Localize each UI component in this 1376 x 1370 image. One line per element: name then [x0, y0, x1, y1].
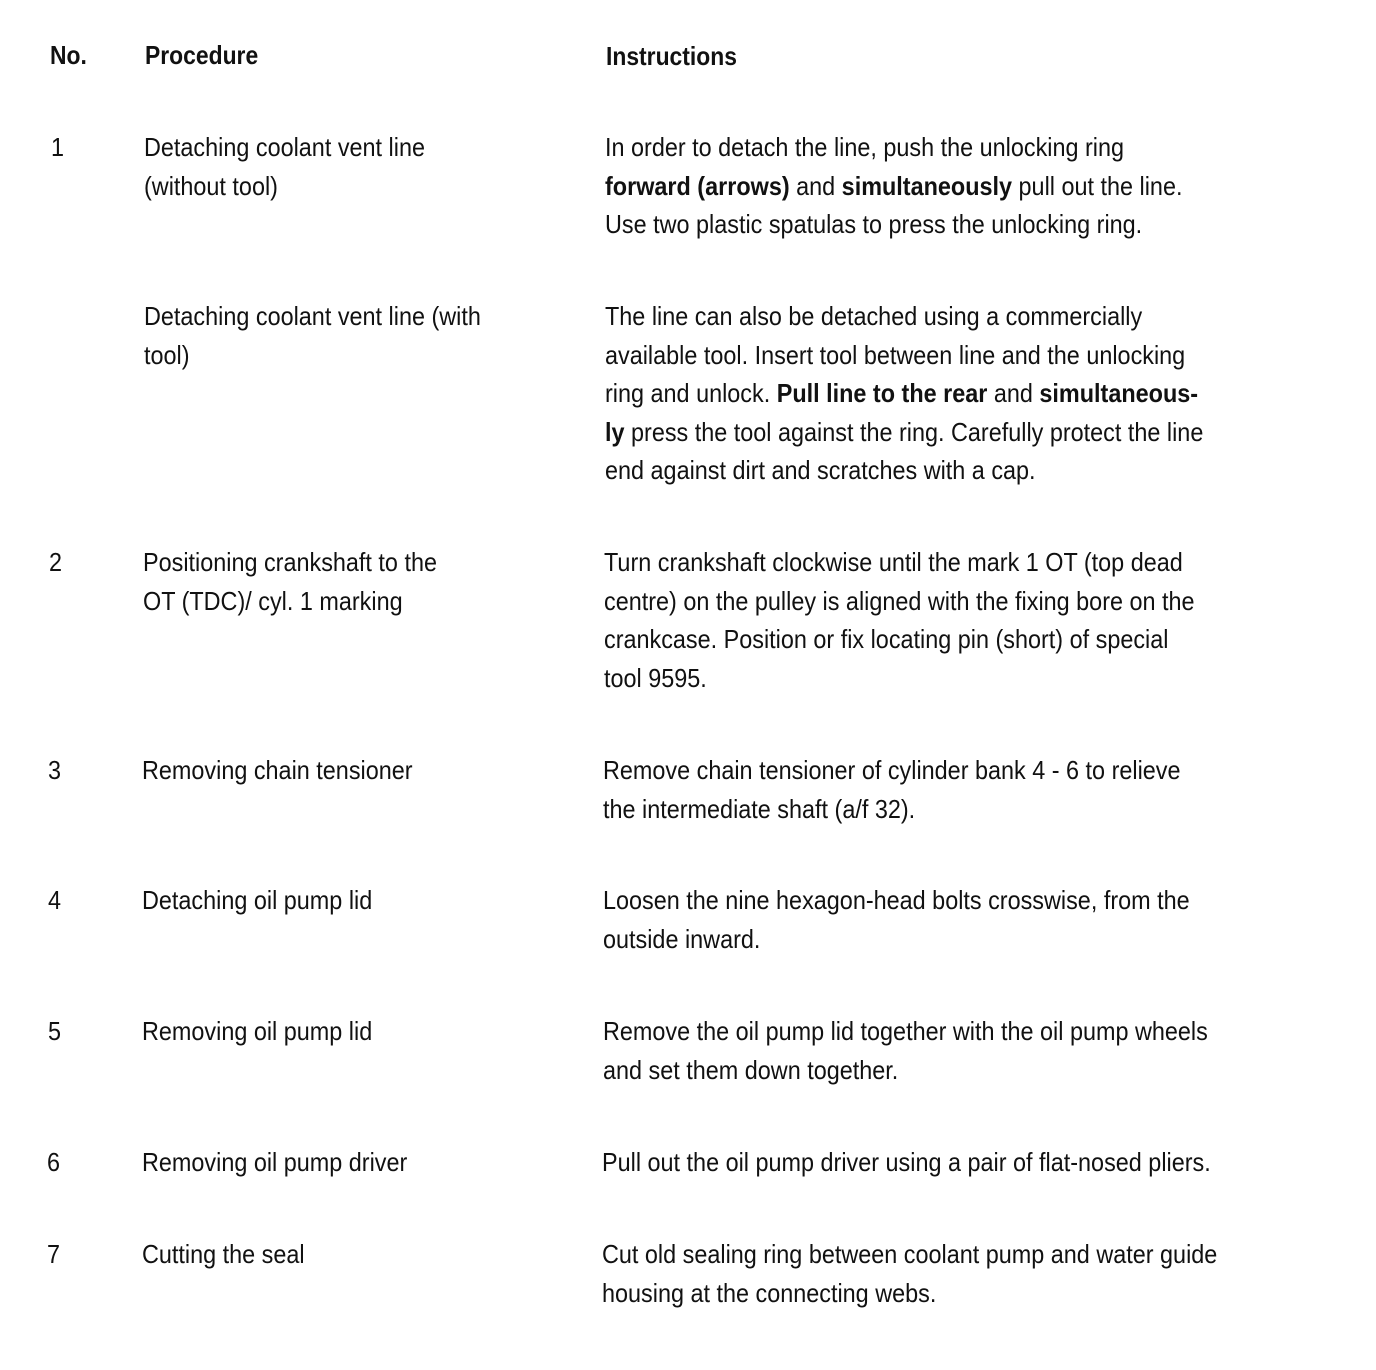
row-4-procedure: Detaching oil pump lid — [142, 885, 373, 915]
row-7-instructions — [602, 1235, 1217, 1312]
instruction-line — [602, 1235, 1217, 1274]
row-4-no: 4 — [48, 885, 62, 915]
row-7-no: 7 — [47, 1239, 61, 1269]
instruction-line — [605, 297, 1203, 336]
row-6-instructions — [602, 1143, 1211, 1182]
text-run: tool 9595. — [604, 662, 707, 693]
text-run: end against dirt and scratches with a cap. — [605, 455, 1036, 485]
text-run: and — [789, 170, 842, 201]
instruction-line — [605, 336, 1203, 375]
row-1b-instructions — [605, 297, 1203, 490]
instruction-line — [603, 751, 1181, 790]
row-1-procedure: Detaching coolant vent line (without tool) — [144, 132, 425, 201]
instruction-line — [605, 205, 1182, 244]
text-run: Cut old sealing ring between coolant pump and water guide — [602, 1239, 1218, 1269]
row-1-no: 1 — [51, 132, 65, 162]
instruction-line — [605, 128, 1182, 167]
header-instructions: Instructions — [606, 41, 737, 71]
text-run: centre) on the pulley is aligned with the fixing bore on the — [604, 585, 1195, 616]
text-run: In order to detach the line, push the unlocking ring — [605, 132, 1125, 162]
instruction-line — [605, 374, 1203, 413]
row-5-no: 5 — [48, 1016, 62, 1046]
bold-text: simultaneously — [841, 170, 1013, 201]
row-3-instructions — [603, 751, 1181, 828]
row-1-instructions — [605, 128, 1182, 244]
text-run: Pull out the oil pump driver using a pair of flat-nosed pliers. — [602, 1147, 1211, 1177]
instruction-line — [602, 1274, 1217, 1313]
row-3-no: 3 — [48, 755, 62, 785]
instruction-line — [603, 1012, 1208, 1051]
instruction-line — [602, 1143, 1211, 1182]
instruction-line — [604, 659, 1195, 698]
text-run: press the tool against the ring. Carefully protect the line — [624, 416, 1204, 447]
row-3-procedure: Removing chain tensioner — [142, 755, 413, 785]
text-run: Remove chain tensioner of cylinder bank 4 - 6 to relieve — [603, 755, 1181, 785]
row-5-instructions — [603, 1012, 1208, 1089]
row-4-instructions — [603, 881, 1190, 958]
instruction-line — [603, 881, 1190, 920]
text-run: Turn crankshaft clockwise until the mark 1 OT (top dead — [604, 547, 1183, 577]
text-run: housing at the connecting webs. — [602, 1277, 937, 1308]
row-6-procedure: Removing oil pump driver — [142, 1147, 408, 1177]
instruction-line — [605, 413, 1203, 452]
text-run: The line can also be detached using a commercially — [605, 301, 1143, 331]
header-procedure: Procedure — [145, 40, 259, 70]
row-2-procedure: Positioning crankshaft to the OT (TDC)/ cyl. 1 marking — [143, 547, 437, 616]
row-6-no: 6 — [47, 1147, 61, 1177]
instruction-line — [604, 620, 1195, 659]
instruction-line — [604, 543, 1195, 582]
text-run: Remove the oil pump lid together with the oil pump wheels — [603, 1016, 1208, 1046]
text-run: crankcase. Position or fix locating pin (short) of special — [604, 624, 1169, 654]
instruction-line — [603, 920, 1190, 959]
instruction-line — [604, 582, 1195, 621]
instruction-line — [603, 1051, 1208, 1090]
text-run: pull out the line. — [1012, 170, 1183, 201]
text-run: and set them down together. — [603, 1054, 899, 1085]
header-no: No. — [50, 40, 87, 70]
bold-text: ly — [605, 416, 625, 447]
text-run: Use two plastic spatulas to press the unlocking ring. — [605, 209, 1143, 239]
bold-text: forward (arrows) — [605, 170, 790, 201]
text-run: the intermediate shaft (a/f 32). — [603, 793, 916, 824]
text-run: ring and unlock. — [605, 378, 777, 408]
row-7-procedure: Cutting the seal — [142, 1239, 305, 1269]
text-run: outside inward. — [603, 923, 761, 954]
row-2-instructions — [604, 543, 1195, 697]
row-2-no: 2 — [49, 547, 63, 577]
bold-text: Pull line to the rear — [776, 378, 988, 408]
instruction-line — [603, 790, 1181, 829]
text-run: Loosen the nine hexagon-head bolts crosswise, from the — [603, 885, 1190, 915]
text-run: available tool. Insert tool between line and the unlocking — [605, 339, 1186, 370]
instruction-line — [605, 451, 1203, 490]
row-1b-procedure: Detaching coolant vent line (with tool) — [144, 301, 481, 370]
instruction-line — [605, 167, 1182, 206]
row-5-procedure: Removing oil pump lid — [142, 1016, 373, 1046]
bold-text: simultaneous- — [1039, 378, 1199, 408]
text-run: and — [987, 378, 1040, 408]
